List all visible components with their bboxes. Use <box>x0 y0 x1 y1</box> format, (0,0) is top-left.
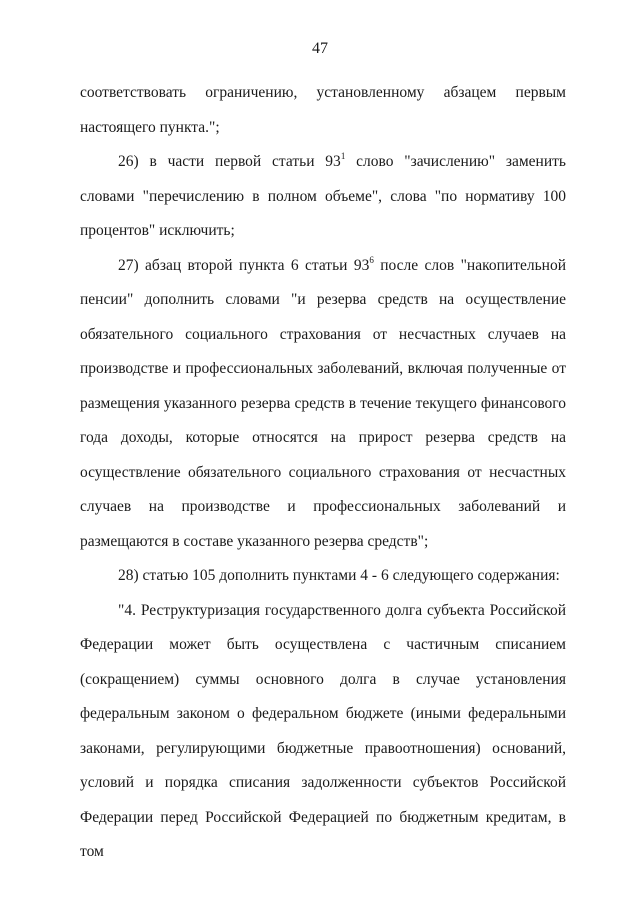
item-26-text-rest: слово "зачислению" заменить словами "перечислению в полном объеме", слова "по нормативу 100 процентов" исключить; <box>80 153 566 239</box>
paragraph-item-27 <box>80 249 566 560</box>
paragraph-continuation: соответствовать ограничению, установленному абзацем первым настоящего пункта."; <box>80 84 566 136</box>
paragraph-item-28: 28) статью 105 дополнить пунктами 4 - 6 следующего содержания: <box>118 567 560 584</box>
document-body <box>80 76 566 870</box>
paragraph-item-26 <box>80 145 566 249</box>
page-number: 47 <box>312 40 328 57</box>
item-26-superscript: 1 <box>340 151 346 161</box>
item-27-text-rest: после слов "накопительной пенсии" дополнить словами "и резерва средств на осуществление обязательного социального страхования от несчастных случаев на производстве и профессиональных заболеваний, включая полученные от размещения указанного резерва средств в течение текущего финансового года доходы, которые относятся на прирост резерва средств на осуществление обязательного социального страхования от несчастных случаев на производстве и профессиональных заболеваний и размещаются в составе указанного резерва средств"; <box>80 256 566 550</box>
item-27-text-start: 27) абзац второй пункта 6 статьи 93 <box>118 256 370 274</box>
item-27-superscript: 6 <box>369 254 374 265</box>
paragraph-clause-4: "4. Реструктуризация государственного долга субъекта Российской Федерации может быть осуществлена с частичным списанием (сокращением) суммы основного долга в случае установления федеральным законом о федеральном бюджете (иными федеральными законами, регулирующими бюджетные правоотношения) оснований, условий и порядка списания задолженности субъектов Российской Федерации перед Российской Федерацией по бюджетным кредитам, в том <box>80 601 566 860</box>
item-26-text-start: 26) в части первой статьи 93 <box>118 153 341 170</box>
